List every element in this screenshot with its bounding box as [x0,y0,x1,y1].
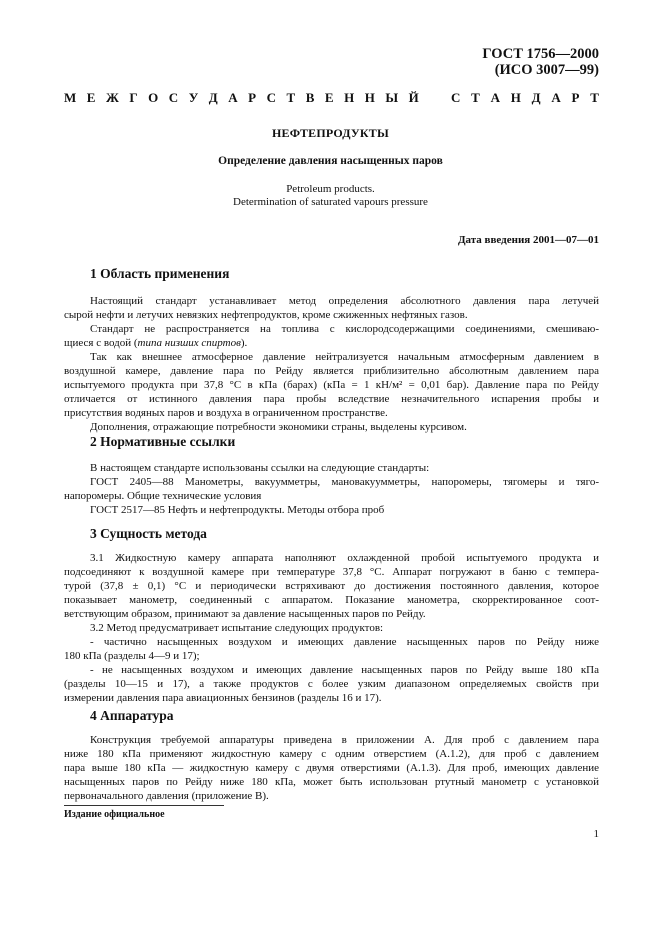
banner-letter: Т [590,90,599,105]
banner-letter: Н [344,90,355,105]
banner-letter: Д [531,90,541,105]
text-line: Дополнения, отражающие потребности экономики страны, выделены курсивом. [90,421,467,433]
text-line: подсоединяют к воздушной камере при температуре 37,8 °С. Аппарат погружают в баню с темпера- [64,566,599,578]
text-line: ветствующим образом, принимают за давление насыщенных паров по Рейду. [64,608,426,620]
section-3-body [64,551,599,705]
banner-letter: Г [129,90,138,105]
banner-letter: Д [208,90,218,105]
section-4-heading: 4 Аппаратура [90,708,174,723]
text-fragment: ). [240,337,248,349]
text-line [64,336,599,350]
text-line: ниже 180 кПа применяют жидкостную камеру с одним отверстием (А.1.2), для проб с давлением [64,748,599,760]
text-line: первоначального давления (приложение В). [64,790,269,802]
text-line: Конструкция требуемой аппаратуры приведена в приложении А. Для проб с давлением пара [90,734,599,746]
text-line: воздушной камере, давление пара по Рейду является приблизительно абсолютным давлением пара [64,365,599,377]
section-1-body [64,294,599,434]
iso-number: (ИСО 3007—99) [494,62,599,78]
text-line: измерении давления пара авиационных бензинов (разделы 16 и 17). [64,692,382,704]
section-2-heading: 2 Нормативные ссылки [90,434,236,449]
page-number: 1 [593,828,599,840]
banner-letter: Е [324,90,334,105]
footer-divider [64,805,224,806]
banner-letter: С [266,90,276,105]
text-line: пара выше 180 кПа — жидкостную камеру с двумя отверстиями (А.1.3). Для проб, имеющих давление [64,762,599,774]
banner-letter: А [551,90,561,105]
text-line: присутствия водяных паров и воздуха в ограниченном пространстве. [64,407,388,419]
english-title [0,183,661,208]
document-title: НЕФТЕПРОДУКТЫ [272,126,389,140]
text-line: - частично насыщенных воздухом и имеющих давление насыщенных паров по Рейду ниже [90,636,599,648]
text-line: Так как внешнее атмосферное давление нейтрализуется начальным атмосферным давлением в [90,351,599,363]
banner-letter: Н [364,90,375,105]
italic-text-fragment: типа низших спиртов [137,337,241,349]
text-line: насыщенных паров по Рейду ниже 180 кПа, может быть использован ртутный манометр с установкой [64,776,599,788]
banner-letter: Т [471,90,480,105]
banner-letter: Ы [385,90,399,105]
text-line: турой (37,8 ± 0,1) °С и периодически встряхивают до достижения постоянного давления, которое [64,580,599,592]
text-line: испытуемого продукта при 37,8 °С в кПа (барах) (кПа = 1 кН/м² = 0,01 бар). Давление пара по Рейду [64,379,599,391]
banner-word-standard [451,90,599,106]
banner-letter: М [64,90,77,105]
banner-letter: О [148,90,159,105]
english-title-line2: Determination of saturated vapours pressure [233,195,428,208]
text-line: 3.2 Метод предусматривает испытание следующих продуктов: [90,622,384,634]
text-line: (разделы 10—15 и 17), а также продуктов с более узким диапазоном определяемых свойств при [64,678,599,690]
banner-letter: Е [86,90,96,105]
section-1-heading: 1 Область применения [90,266,230,281]
effective-date: Дата введения 2001—07—01 [457,234,599,246]
banner-letter: С [451,90,461,105]
banner-letter: Р [571,90,580,105]
official-edition-label: Издание официальное [64,809,165,820]
banner-letter: Й [408,90,419,105]
banner-letter: А [228,90,238,105]
gost-number: ГОСТ 1756—2000 [482,46,599,62]
banner-letter: А [490,90,500,105]
section-2-body [64,461,599,517]
text-line: 3.1 Жидкостную камеру аппарата наполняют охлажденной пробой испытуемого продукта и [90,552,599,564]
text-line: В настоящем стандарте использованы ссылки на следующие стандарты: [90,462,430,474]
banner-letter: С [168,90,179,105]
banner-letter: У [188,90,199,105]
text-line: Стандарт не распространяется на топлива с кислородсодержащими соединениями, смешиваю- [90,323,599,335]
text-line: отличается от истинного давления пара пробы вследствие незначительного испарения пробы и [64,393,599,405]
text-line: напоромеры. Общие технические условия [64,490,262,502]
text-line: сырой нефти и летучих невязких нефтепродуктов, кроме сжиженных нефтяных газов. [64,309,468,321]
interstate-standard-banner [64,90,599,106]
section-4-body [64,733,599,803]
document-subtitle: Определение давления насыщенных паров [218,155,443,167]
banner-letter: Ж [105,90,119,105]
gost-number-block [482,46,599,78]
banner-letter: В [305,90,315,105]
text-line: 180 кПа (разделы 4—9 и 17); [64,650,200,662]
banner-word-interstate [64,90,419,106]
text-line: ГОСТ 2405—88 Манометры, вакуумметры, мановакуумметры, напоромеры, тягомеры и тяго- [90,476,599,488]
english-title-line1: Petroleum products. [286,183,375,195]
text-line: - не насыщенных воздухом и имеющих давление насыщенных паров по Рейду выше 180 кПа [90,664,599,676]
text-line: ГОСТ 2517—85 Нефть и нефтепродукты. Методы отбора проб [90,504,385,516]
text-fragment: щиеся с водой ( [64,337,138,349]
section-3-heading: 3 Сущность метода [90,526,207,541]
banner-letter: Р [248,90,257,105]
banner-letter: Н [510,90,521,105]
text-line: Настоящий стандарт устанавливает метод определения абсолютного давления пара летучей [90,295,599,307]
banner-letter: Т [286,90,296,105]
text-line: показывает манометр, соединенный с аппаратом. Показание манометра, скорректированное соот- [64,594,599,606]
